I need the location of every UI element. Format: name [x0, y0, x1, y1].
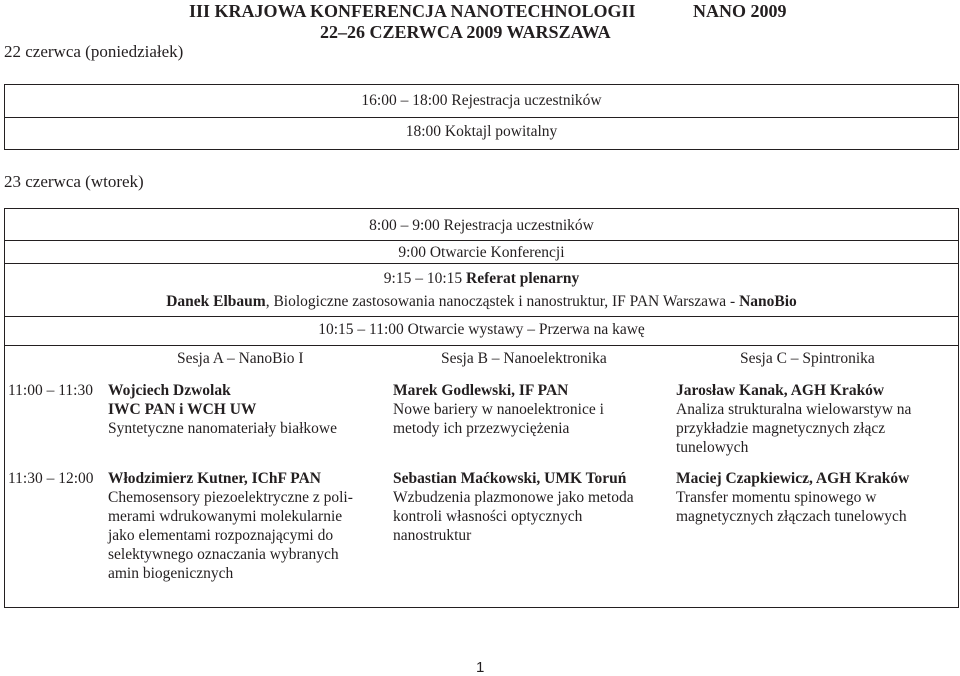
- plenary-tag: NanoBio: [739, 293, 797, 310]
- day2-divider-3: [4, 316, 959, 317]
- slot1-a-affiliation: IWC PAN i WCH UW: [108, 401, 257, 418]
- day1-cocktail: 18:00 Koktajl powitalny: [405, 123, 558, 140]
- day2-divider-4: [4, 345, 959, 346]
- slot1-session-a: [108, 381, 378, 438]
- conference-edition: NANO 2009: [693, 1, 787, 21]
- slot2-a-speaker: Włodzimierz Kutner, IChF PAN: [108, 470, 321, 487]
- day2-label: 23 czerwca (wtorek): [4, 172, 144, 191]
- slot1-b-speaker: Marek Godlewski, IF PAN: [393, 382, 569, 399]
- slot1-b-title: Nowe bariery w nanoelektronice i metody ich przezwyciężenia: [393, 401, 604, 437]
- slot1-session-b: [393, 381, 633, 438]
- conference-dates: 22–26 CZERWCA 2009 WARSZAWA: [320, 22, 611, 42]
- slot2-b-speaker: Sebastian Maćkowski, UMK Toruń: [393, 470, 627, 487]
- slot1-a-title: Syntetyczne nanomateriały białkowe: [108, 420, 337, 437]
- day1-registration: 16:00 – 18:00 Rejestracja uczestników: [361, 92, 602, 109]
- slot1-time: 11:00 – 11:30: [8, 382, 93, 399]
- slot1-a-speaker: Wojciech Dzwolak: [108, 382, 231, 399]
- page-number: 1: [476, 659, 485, 676]
- slot2-c-speaker: Maciej Czapkiewicz, AGH Kraków: [676, 470, 910, 487]
- slot2-time: 11:30 – 12:00: [8, 470, 94, 487]
- exhibition-coffee: 10:15 – 11:00 Otwarcie wystawy – Przerwa na kawę: [318, 321, 645, 338]
- day1-label: 22 czerwca (poniedziałek): [4, 42, 184, 61]
- day2-opening: 9:00 Otwarcie Konferencji: [398, 244, 565, 261]
- plenary-time: 9:15 – 10:15: [383, 270, 463, 287]
- slot2-b-title: Wzbudzenia plazmonowe jako metoda kontroli własności optycznych nanostruktur: [393, 489, 634, 544]
- day2-registration: 8:00 – 9:00 Rejestracja uczestników: [369, 217, 594, 234]
- slot2-session-a: [108, 469, 370, 583]
- slot1-c-speaker: Jarosław Kanak, AGH Kraków: [676, 382, 885, 399]
- slot2-c-title: Transfer momentu spinowego w magnetycznych złączach tunelowych: [676, 489, 907, 525]
- slot2-session-c: [676, 469, 951, 526]
- day2-divider-2: [4, 263, 959, 264]
- session-b-header: Sesja B – Nanoelektronika: [441, 350, 607, 367]
- plenary-heading: [4, 270, 959, 288]
- day2-divider-1: [4, 240, 959, 241]
- session-c-header: Sesja C – Spintronika: [740, 350, 875, 367]
- slot2-a-title: Chemosensory piezoelektryczne z poli-merami wdrukowanymi molekularnie jako elementami rozpoznającymi do selektywnego oznaczania wybranych amin biogenicznych: [108, 489, 353, 582]
- conference-title: III KRAJOWA KONFERENCJA NANOTECHNOLOGII: [189, 1, 636, 21]
- plenary-label: Referat plenarny: [466, 270, 580, 287]
- plenary-details: [4, 293, 959, 311]
- plenary-text: , Biologiczne zastosowania nanocząstek i nanostruktur, IF PAN Warszawa -: [265, 293, 740, 310]
- slot2-session-b: [393, 469, 663, 545]
- plenary-speaker: Danek Elbaum: [166, 293, 266, 310]
- day1-divider: [4, 117, 959, 118]
- slot1-session-c: [676, 381, 944, 457]
- slot1-c-title: Analiza strukturalna wielowarstyw na przykładzie magnetycznych złącz tunelowych: [676, 401, 912, 456]
- session-a-header: Sesja A – NanoBio I: [177, 350, 304, 367]
